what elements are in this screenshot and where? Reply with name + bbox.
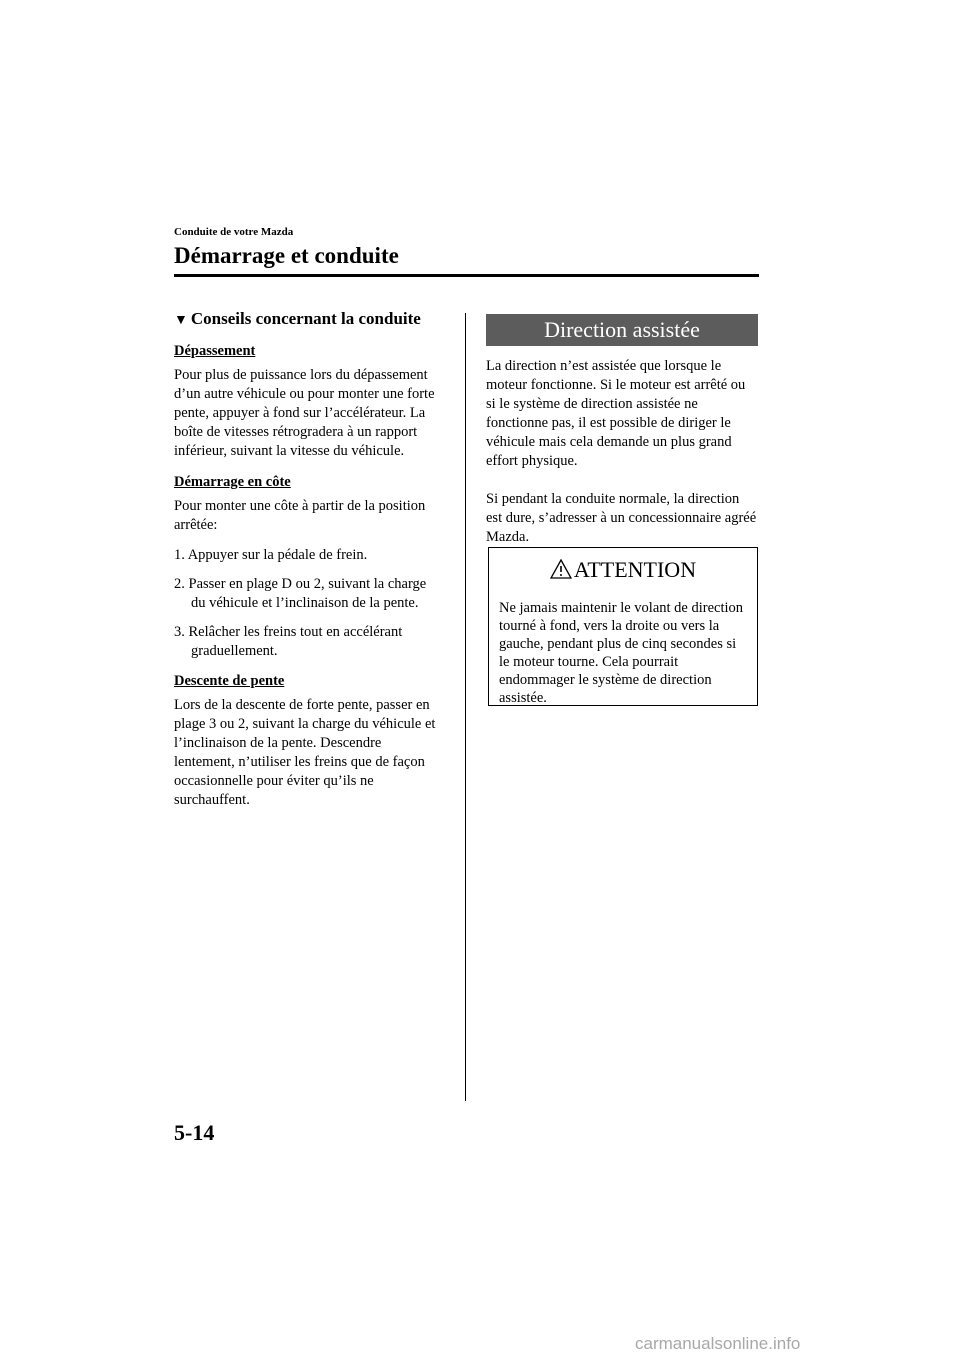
topic-title-hill-start: Démarrage en côte xyxy=(174,474,291,490)
topic-text-hill-start: Pour monter une côte à partir de la position arrêtée: xyxy=(174,498,426,533)
triangle-down-icon: ▼ xyxy=(174,313,188,328)
list-item: 2. Passer en plage D ou 2, suivant la charge du véhicule et l’inclinaison de la pente. xyxy=(174,576,427,611)
warning-text: Ne jamais maintenir le volant de direction tourné à fond, vers la droite ou vers la gauche, pendant plus de cinq secondes si le moteur tourne. Cela pourrait endommager le système de direction assistée. xyxy=(499,600,744,706)
topic-text-overtaking: Pour plus de puissance lors du dépassement d’un autre véhicule ou pour monter une forte pente, appuyer à fond sur l’accélérateur. La boîte de vitesses rétrogradera à un rapport inférieur, suivant la vitesse du véhicule. xyxy=(174,367,435,459)
left-column xyxy=(174,309,444,821)
step-list xyxy=(174,546,444,661)
warning-box xyxy=(488,547,758,706)
body-paragraph: Si pendant la conduite normale, la direction est dure, s’adresser à un concessionnaire agréé Mazda. xyxy=(486,491,757,545)
warning-triangle-icon xyxy=(550,559,572,579)
body-paragraph: La direction n’est assistée que lorsque le moteur fonctionne. Si le moteur est arrêté ou si le système de direction assistée ne fonctionne pas, il est possible de diriger le véhicule mais cela demande un plus grand effort physique. xyxy=(486,358,746,469)
page-title: Démarrage et conduite xyxy=(174,243,399,268)
warning-header xyxy=(489,557,757,585)
list-item: 3. Relâcher les freins tout en accélérant graduellement. xyxy=(174,624,403,659)
column-divider xyxy=(465,313,466,1101)
page-number: 5-14 xyxy=(174,1120,215,1145)
right-column xyxy=(486,314,758,566)
chapter-label: Conduite de votre Mazda xyxy=(174,226,294,238)
warning-title: ATTENTION xyxy=(573,557,697,582)
topic-title-downhill: Descente de pente xyxy=(174,673,285,689)
sub-heading-text: Conseils concernant la conduite xyxy=(190,309,421,328)
list-item: 1. Appuyer sur la pédale de frein. xyxy=(174,547,368,563)
section-banner: Direction assistée xyxy=(486,314,758,346)
watermark-url: carmanualsonline.info xyxy=(635,1334,801,1353)
header-rule xyxy=(174,274,759,277)
sub-heading xyxy=(174,309,444,329)
topic-title-overtaking: Dépassement xyxy=(174,343,256,359)
topic-text-downhill: Lors de la descente de forte pente, passer en plage 3 ou 2, suivant la charge du véhicule et l’inclinaison de la pente. Descendre lentement, n’utiliser les freins que de façon occasionnelle pour éviter qu’ils ne surchauffent. xyxy=(174,697,436,808)
